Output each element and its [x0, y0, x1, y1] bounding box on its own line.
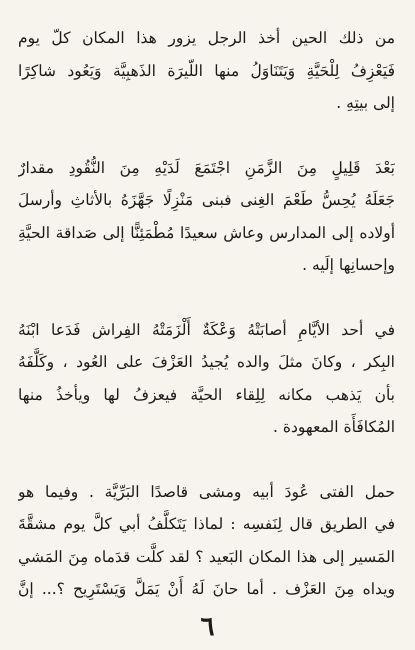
text-line: بأن يَذهب مكانه لِلِقاء الحيَّة فيعزفُ لها ويأخذُ منها	[18, 385, 395, 404]
text-line: المُكافَأَة المعهودة .	[273, 418, 395, 436]
paragraph-2	[18, 152, 395, 282]
text-line: بَعْدَ قَلِيلٍ مِنَ الزَّمَنِ اجْتَمَعَ لَدَيْهِ مِنَ النُّقُودِ مقدارٌ	[18, 158, 395, 177]
text-line: البِكر ، وكانَ مثلَ والده يُجيدُ العَزْفَ على العُود ، وكَلَّفَهُ	[18, 353, 395, 371]
text-line: في الطريق قال لِنَفسِه : لماذا يَتَكلَّفُ أبي كلَّ يوم مشقَّةَ	[18, 515, 395, 533]
text-line: فَيَعْزِفُ لِلْحَيَّةِ وَيَتَنَاوَلُ منها اللّيرَة الذَهبِيَّة وَيَعُود شاكِرًا	[18, 61, 395, 80]
text-line: حمل الفتى عُودَ أبيه ومشى قاصدًا البَرِّيَّة . وفيما هو	[18, 482, 395, 501]
paragraph-gap	[18, 120, 395, 152]
text-line: من ذلك الحين أخذ الرجل يزور هذا المكان كلّ يوم	[18, 29, 395, 47]
text-line: في أحد الأيَّامِ أصابَتْهُ وَعْكَةٌ أَلْزَمَتْهُ الفِراش فَدَعا ابْنَهُ	[18, 320, 395, 339]
paragraph-3	[18, 314, 395, 444]
text-line: ويداه مِنَ العَزْف . أما حانَ لَهُ أَنْ يَمَلَّ وَيَسْتَرِيح ؟... إنَّ	[18, 580, 395, 598]
paragraph-gap	[18, 282, 395, 314]
text-line: وإحسانِها إلَيه .	[302, 256, 395, 274]
text-line: جَعَلَهُ يُحِسُّ طَعْمَ الغِنى فبنى مَنْزِلًا جَهَّزَهُ بالأثاثِ وأرسلَ	[18, 191, 395, 209]
paragraph-gap	[18, 444, 395, 476]
text-line: أولاده إلى المدارس وعاش سعيدًا مُطْمَئِنًّا إلى صَداقة الحيَّةِ	[18, 223, 395, 242]
paragraph-4	[18, 476, 395, 606]
text-line: المَسير إلى هذا المكان البَعيد ؟ لقد كلَّت قدَماه مِنَ المَشي	[18, 547, 395, 566]
paragraph-1	[18, 22, 395, 120]
text-line: إلى بيتِهِ .	[336, 94, 395, 112]
page-number: ٦	[200, 612, 215, 642]
